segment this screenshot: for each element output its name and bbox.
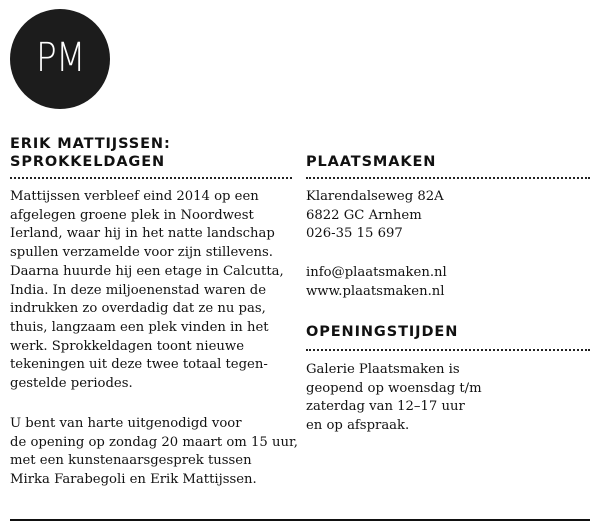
invitation-line: de opening op zondag 20 maart om 15 uur, [10, 434, 298, 450]
exhibition-description [10, 188, 284, 394]
bottom-rule [10, 519, 590, 521]
hours-line: Galerie Plaatsmaken is [306, 362, 460, 377]
description-line: Mattijssen verbleef eind 2014 op een [10, 189, 259, 204]
description-line: Daarna huurde hij een etage in Calcutta, [10, 263, 284, 279]
venue-contact [306, 264, 447, 301]
hours-line: zaterdag van 12–17 uur [306, 399, 465, 415]
description-line: spullen verzamelde voor zijn stillevens. [10, 245, 273, 261]
opening-hours-text [306, 361, 482, 436]
opening-hours-title [306, 323, 458, 341]
email-link[interactable]: info@plaatsmaken.nl [306, 265, 447, 280]
exhibition-title [10, 135, 171, 171]
venue-title-text: PLAATSMAKEN [306, 154, 437, 170]
phone-number: 026-35 15 697 [306, 226, 403, 242]
description-line: afgelegen groene plek in Noordwest [10, 207, 254, 223]
opening-hours-title-text: OPENINGSTIJDEN [306, 324, 459, 340]
description-line: thuis, langzaam een plek vinden in het [10, 319, 269, 335]
invitation-text [10, 415, 298, 490]
hours-dotted-divider [306, 349, 590, 351]
description-line: werk. Sprokkeldagen toont nieuwe [10, 338, 244, 354]
logo-text: PM [35, 35, 85, 81]
pm-logo [10, 9, 110, 109]
description-line: Ierland, waar hij in het natte landschap [10, 226, 275, 242]
venue-title [306, 153, 436, 171]
hours-line: en op afspraak. [306, 418, 410, 434]
website-link[interactable]: www.plaatsmaken.nl [306, 283, 445, 299]
address-line: Klarendalseweg 82A [306, 189, 444, 204]
left-dotted-divider [10, 177, 292, 179]
right-dotted-divider [306, 177, 590, 179]
hours-line: geopend op woensdag t/m [306, 380, 482, 396]
description-line: India. In deze miljoenenstad waren de [10, 282, 267, 298]
address-line: 6822 GC Arnhem [306, 207, 422, 223]
venue-address [306, 188, 444, 244]
description-line: tekeningen uit deze twee totaal tegen- [10, 357, 268, 373]
invitation-line: Mirka Farabegoli en Erik Mattijssen. [10, 472, 257, 488]
description-line: indrukken zo overdadig dat ze nu pas, [10, 301, 266, 317]
exhibition-title-line: ERIK MATTIJSSEN: [10, 136, 171, 152]
invitation-line: U bent van harte uitgenodigd voor [10, 416, 242, 431]
invitation-line: met een kunstenaarsgesprek tussen [10, 453, 252, 469]
exhibition-title-line: SPROKKELDAGEN [10, 154, 166, 170]
description-line: gestelde periodes. [10, 376, 133, 392]
